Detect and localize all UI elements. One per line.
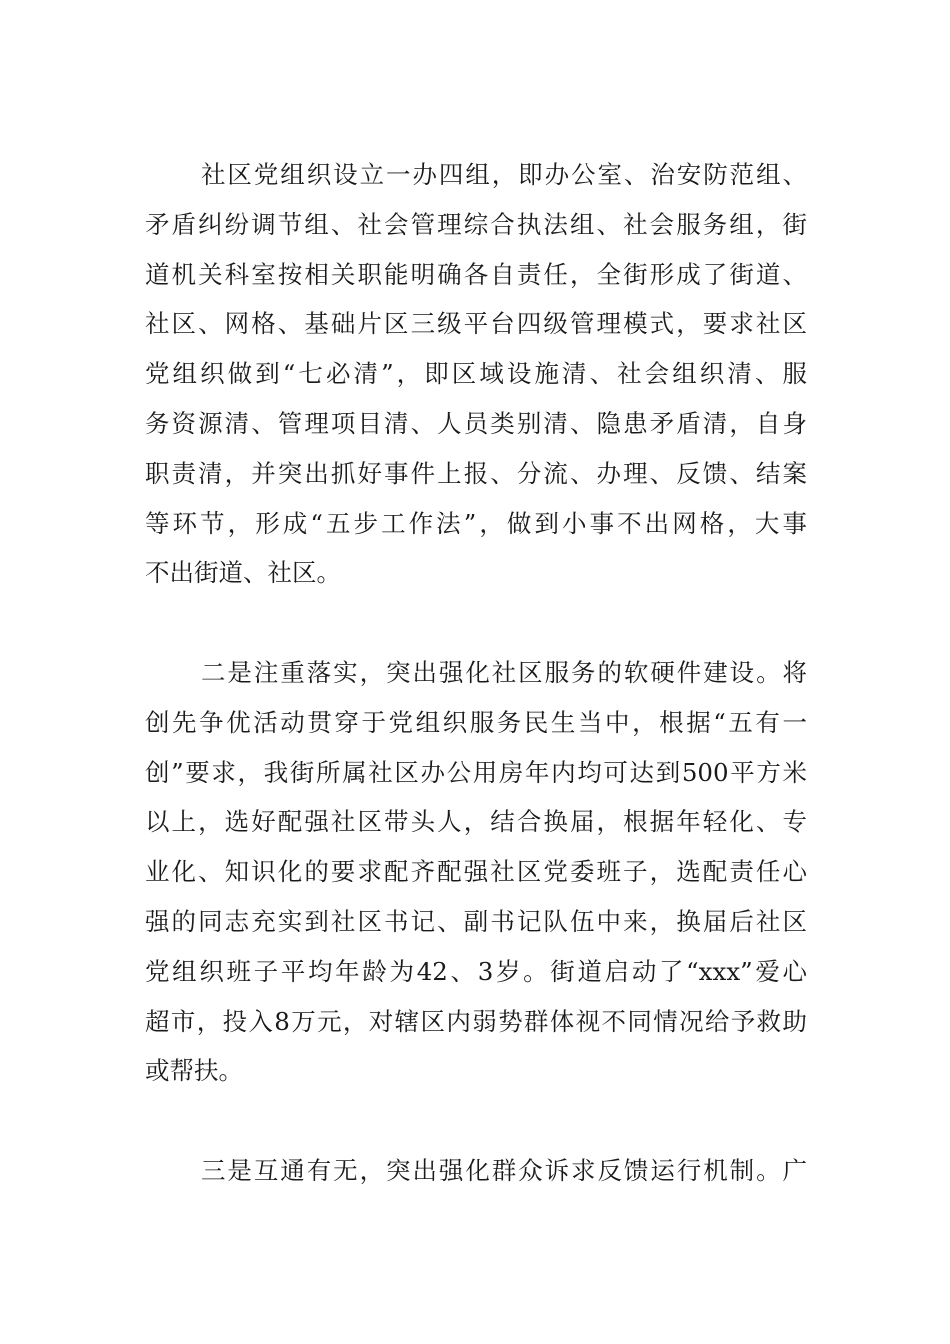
text-line: 或帮扶。	[145, 1056, 243, 1086]
text-line: 党组织做到“七必清”，即区域设施清、社会组织清、服	[145, 359, 807, 389]
text-line: 不出街道、社区。	[145, 558, 341, 588]
text-line: 创先争优活动贯穿于党组织服务民生当中，根据“五有一	[145, 707, 807, 737]
paragraph-3	[145, 1146, 807, 1196]
text-line: 社区、网格、基础片区三级平台四级管理模式，要求社区	[145, 309, 807, 339]
text-line: 等环节，形成“五步工作法”，做到小事不出网格，大事	[145, 508, 807, 538]
text-line: 社区党组织设立一办四组，即办公室、治安防范组、	[201, 160, 807, 189]
text-line: 务资源清、管理项目清、人员类别清、隐患矛盾清，自身	[145, 408, 807, 438]
text-line: 矛盾纠纷调节组、社会管理综合执法组、社会服务组，街	[145, 209, 807, 239]
text-line: 超市，投入8万元，对辖区内弱势群体视不同情况给予救助	[145, 1006, 807, 1036]
text-line: 三是互通有无，突出强化群众诉求反馈运行机制。广	[201, 1155, 807, 1185]
paragraph-gap	[145, 598, 807, 648]
paragraph-gap	[145, 1096, 807, 1146]
text-line: 职责清，并突出抓好事件上报、分流、办理、反馈、结案	[145, 458, 807, 488]
text-line: 业化、知识化的要求配齐配强社区党委班子，选配责任心	[145, 857, 807, 887]
text-line: 强的同志充实到社区书记、副书记队伍中来，换届后社区	[145, 906, 807, 936]
text-line: 以上，选好配强社区带头人，结合换届，根据年轻化、专	[145, 807, 807, 837]
document-page	[145, 150, 807, 1196]
text-line: 道机关科室按相关职能明确各自责任，全街形成了街道、	[145, 259, 807, 289]
paragraph-2	[145, 648, 807, 1096]
paragraph-1	[145, 150, 807, 598]
text-line: 二是注重落实，突出强化社区服务的软硬件建设。将	[201, 657, 807, 687]
text-line: 创”要求，我街所属社区办公用房年内均可达到500平方米	[145, 757, 807, 787]
text-line: 党组织班子平均年龄为42、3岁。街道启动了“xxx”爱心	[145, 956, 807, 986]
